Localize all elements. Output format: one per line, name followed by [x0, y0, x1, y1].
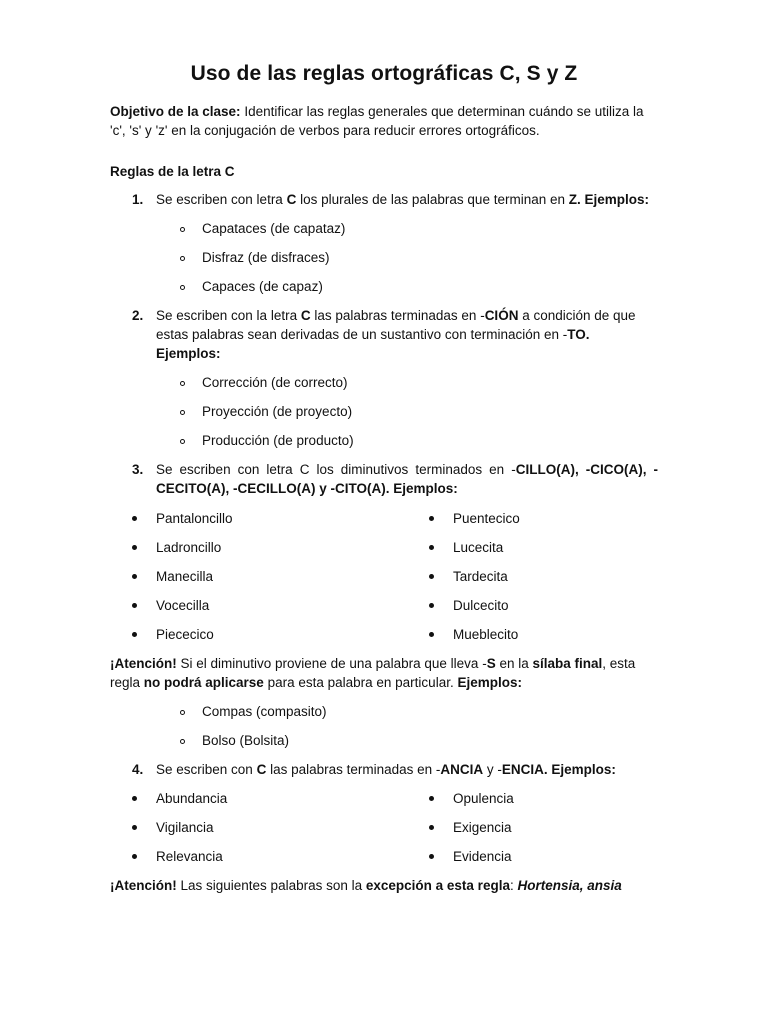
- section-heading: Reglas de la letra C: [110, 164, 235, 179]
- circle-bullet-icon: [180, 381, 185, 386]
- objective-line-2: 'c', 's' y 'z' en la conjugación de verbos para reducir errores ortográficos.: [110, 123, 540, 138]
- bullet-icon: [429, 603, 434, 608]
- list-item: Tardecita: [453, 569, 508, 584]
- circle-bullet-icon: [180, 285, 185, 290]
- bullet-icon: [429, 796, 434, 801]
- list-item: Puentecico: [453, 511, 520, 526]
- list-item: Manecilla: [156, 569, 214, 584]
- circle-bullet-icon: [180, 256, 185, 261]
- list-item: Dulcecito: [453, 598, 509, 613]
- bullet-icon: [429, 825, 434, 830]
- rule-3-line-1: Se escriben con letra C los diminutivos terminados en -CILLO(A), -CICO(A), -: [156, 462, 659, 477]
- rule-2-number: 2.: [132, 308, 144, 323]
- list-item: Capaces (de capaz): [202, 279, 323, 294]
- list-item: Capataces (de capataz): [202, 221, 346, 236]
- bullet-icon: [132, 796, 137, 801]
- list-item: Abundancia: [156, 791, 228, 806]
- list-item: Relevancia: [156, 849, 223, 864]
- rule-1-text: Se escriben con letra C los plurales de las palabras que terminan en Z. Ejemplos:: [156, 192, 650, 207]
- bullet-icon: [132, 516, 137, 521]
- bullet-icon: [132, 545, 137, 550]
- list-item: Ladroncillo: [156, 540, 222, 555]
- bullet-icon: [429, 632, 434, 637]
- list-item: Disfraz (de disfraces): [202, 250, 330, 265]
- note-1-line-1: ¡Atención! Si el diminutivo proviene de una palabra que lleva -S en la sílaba final, esta: [110, 656, 636, 671]
- objective-label: Objetivo de la clase:: [110, 104, 241, 119]
- rule-2-line-2: estas palabras sean derivadas de un sustantivo con terminación en -TO.: [156, 327, 590, 342]
- bullet-icon: [132, 603, 137, 608]
- rule-4-text: Se escriben con C las palabras terminadas en -ANCIA y -ENCIA. Ejemplos:: [156, 762, 616, 777]
- circle-bullet-icon: [180, 439, 185, 444]
- circle-bullet-icon: [180, 410, 185, 415]
- rule-3-number: 3.: [132, 462, 144, 477]
- list-item: Opulencia: [453, 791, 514, 806]
- list-item: Mueblecito: [453, 627, 519, 642]
- list-item: Vocecilla: [156, 598, 210, 613]
- page-title: Uso de las reglas ortográficas C, S y Z: [190, 62, 578, 85]
- bullet-icon: [429, 574, 434, 579]
- note-1-line-2: regla no podrá aplicarse para esta palabra en particular. Ejemplos:: [110, 675, 522, 690]
- list-item: Pantaloncillo: [156, 511, 233, 526]
- rule-1-number: 1.: [132, 192, 144, 207]
- circle-bullet-icon: [180, 227, 185, 232]
- bullet-icon: [132, 574, 137, 579]
- objective-line-1: [110, 102, 644, 121]
- list-item: Producción (de producto): [202, 433, 354, 448]
- list-item: Corrección (de correcto): [202, 375, 348, 390]
- list-item: Bolso (Bolsita): [202, 733, 290, 748]
- circle-bullet-icon: [180, 710, 185, 715]
- bullet-icon: [429, 545, 434, 550]
- list-item: Evidencia: [453, 849, 512, 864]
- bullet-icon: [429, 854, 434, 859]
- list-item: Piececico: [156, 627, 214, 642]
- list-item: Lucecita: [453, 540, 504, 555]
- exceptions-text: Hortensia, ansia: [517, 878, 622, 893]
- circle-bullet-icon: [180, 739, 185, 744]
- note-2-line: ¡Atención! Las siguientes palabras son la excepción a esta regla: Hortensia, ansia: [110, 878, 622, 893]
- list-item: Vigilancia: [156, 820, 214, 835]
- rule-2-line-1: Se escriben con la letra C las palabras terminadas en -CIÓN a condición de que: [156, 308, 636, 323]
- bullet-icon: [132, 825, 137, 830]
- list-item: Proyección (de proyecto): [202, 404, 353, 419]
- list-item: Exigencia: [453, 820, 512, 835]
- rule-2-line-3: Ejemplos:: [156, 346, 221, 361]
- bullet-icon: [132, 854, 137, 859]
- rule-4-number: 4.: [132, 762, 144, 777]
- list-item: Compas (compasito): [202, 704, 327, 719]
- rule-3-line-2: CECITO(A), -CECILLO(A) y -CITO(A). Ejemplos:: [156, 481, 458, 496]
- objective-text: Identificar las reglas generales que determinan cuándo se utiliza la: [240, 104, 644, 119]
- bullet-icon: [429, 516, 434, 521]
- bullet-icon: [132, 632, 137, 637]
